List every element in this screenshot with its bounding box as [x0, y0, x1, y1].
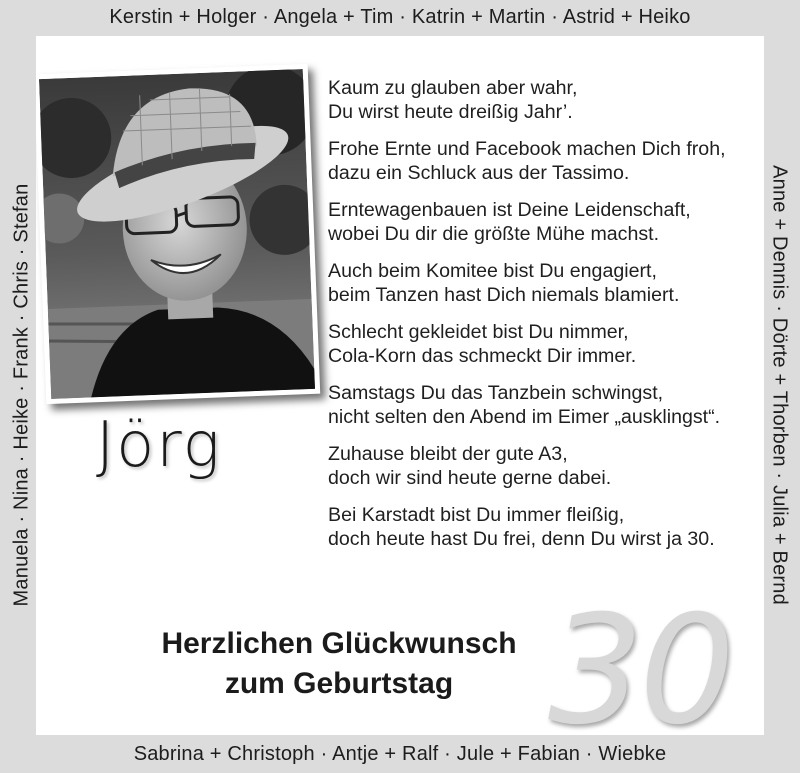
poem-line: Erntewagenbauen ist Deine Leidenschaft,: [328, 199, 691, 221]
poem-line: dazu ein Schluck aus der Tassimo.: [328, 162, 630, 184]
poem-line: Samstags Du das Tanzbein schwingst,: [328, 382, 664, 404]
greeting-card: [36, 36, 764, 735]
poem-stanza: [328, 137, 758, 185]
poem-line: Kaum zu glauben aber wahr,: [328, 77, 578, 99]
poem-line: beim Tanzen hast Dich niemals blamiert.: [328, 284, 680, 306]
poem: [328, 76, 758, 564]
poem-line: wobei Du dir die größte Mühe machst.: [328, 223, 660, 245]
poem-line: Schlecht gekleidet bist Du nimmer,: [328, 321, 629, 343]
poem-line: Du wirst heute dreißig Jahr’.: [328, 101, 573, 123]
poem-stanza: [328, 503, 758, 551]
poem-line: doch wir sind heute gerne dabei.: [328, 467, 612, 489]
poem-stanza: [328, 320, 758, 368]
portrait-photo: [36, 64, 320, 404]
poem-line: Zuhause bleibt der gute A3,: [328, 443, 568, 465]
poem-line: Bei Karstadt bist Du immer fleißig,: [328, 504, 625, 526]
left-names: Manuela · Nina · Heike · Frank · Chris · Stefan: [10, 183, 33, 607]
poem-line: Cola-Korn das schmeckt Dir immer.: [328, 345, 637, 367]
poem-stanza: [328, 381, 758, 429]
bottom-names: Sabrina + Christoph · Antje + Ralf · Jule + Fabian · Wiebke: [133, 743, 667, 765]
poem-stanza: [328, 198, 758, 246]
top-names: Kerstin + Holger · Angela + Tim · Katrin + Martin · Astrid + Heiko: [109, 6, 691, 28]
greeting-line-1: Herzlichen Glückwunsch: [161, 627, 517, 660]
poem-stanza: [328, 442, 758, 490]
poem-line: Frohe Ernte und Facebook machen Dich froh,: [328, 138, 726, 160]
poem-line: nicht selten den Abend im Eimer „ausklingst“.: [328, 406, 721, 428]
poem-stanza: [328, 259, 758, 307]
portrait-photo-icon: [39, 69, 315, 399]
age-number: 30: [548, 584, 731, 735]
poem-line: Auch beim Komitee bist Du engagiert,: [328, 260, 657, 282]
greeting-line-2: zum Geburtstag: [224, 667, 454, 700]
poem-stanza: [328, 76, 758, 124]
greeting-headline: [104, 624, 574, 704]
poem-line: doch heute hast Du frei, denn Du wirst ja 30.: [328, 528, 715, 550]
right-names: Anne + Dennis · Dörte + Thorben · Julia + Bernd: [768, 165, 791, 605]
name-signature: Jörg: [96, 408, 222, 481]
